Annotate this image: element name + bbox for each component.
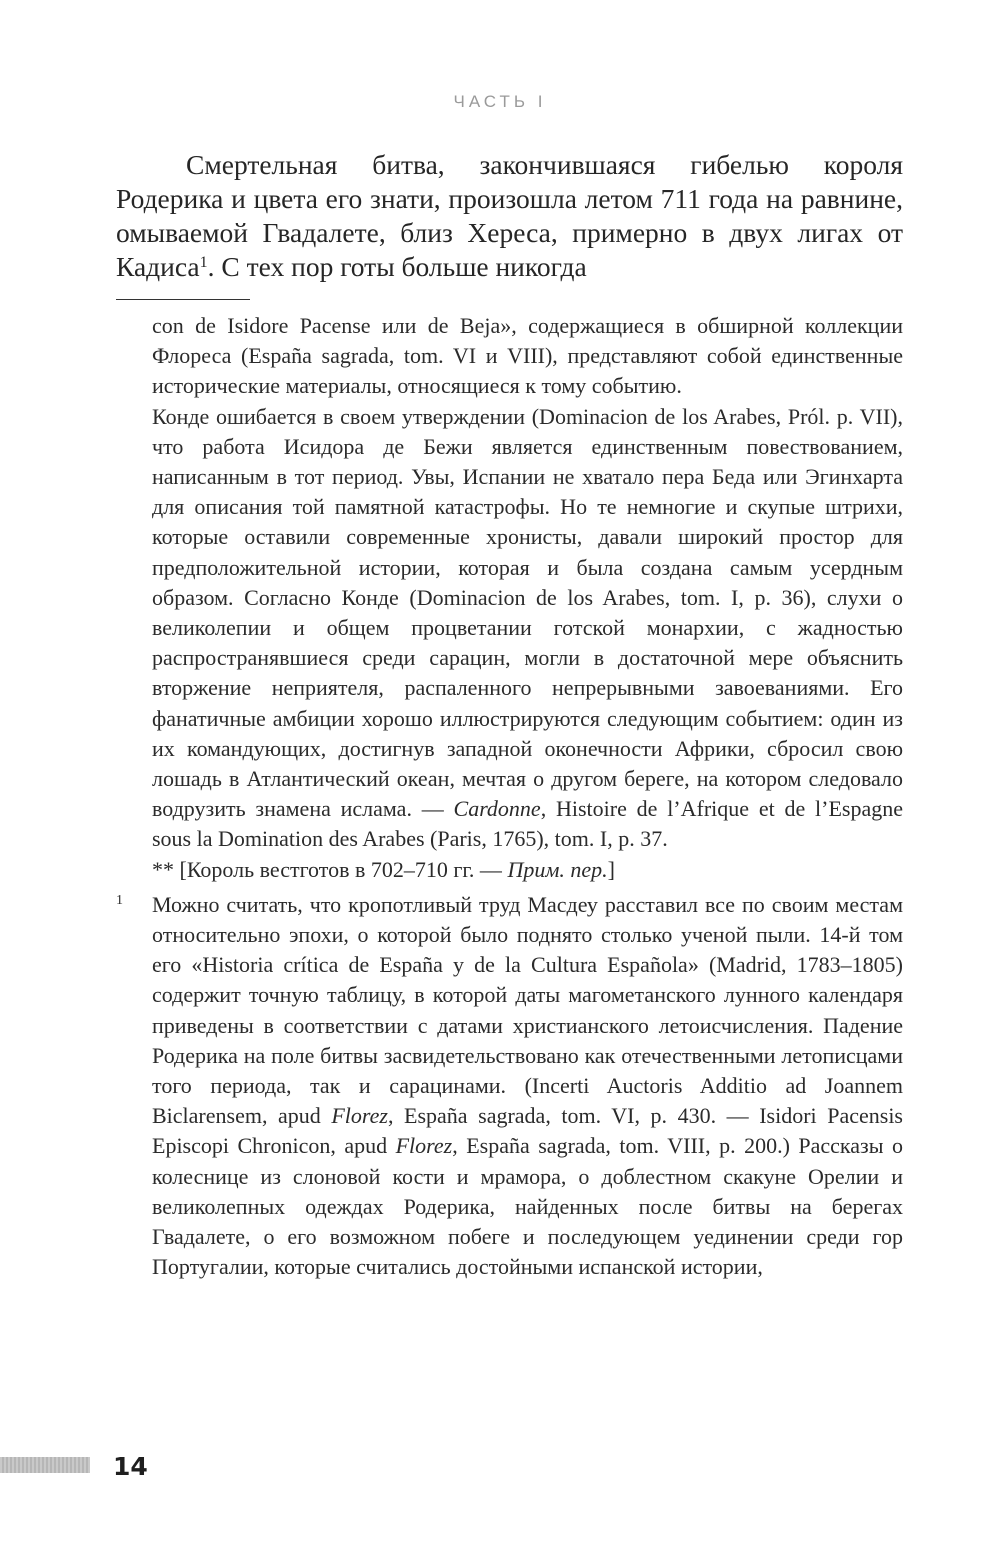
footnote-1 bbox=[116, 890, 903, 1283]
footnotes-block bbox=[116, 311, 903, 1283]
main-text-part2: . С тех пор готы больше никогда bbox=[207, 251, 587, 282]
footnote-reference-1[interactable]: 1 bbox=[199, 254, 208, 271]
florez-italic-1: Florez bbox=[331, 1103, 388, 1129]
footnote-1-marker: 1 bbox=[116, 892, 123, 908]
footnote-1-text-a: Можно считать, что кропотливый труд Масдеу расставил все по своим местам относительно эпохи, о которой было поднято столько ученой пыли. 14-й том его «Historia crítica de España y de la Cultura Española» (Madrid, 1783–1805) содержит точную таблицу, в которой даты магометанского лунного календаря приведены в соответствии с датами христианского летоисчисления. Падение Родерика на поле битвы засвидетельствовано как отечественными летописцами того периода, так и сарацинами. (Incerti Auctoris Additio ad Joannem Biclarensem, apud bbox=[152, 891, 903, 1129]
conde-text: Конде ошибается в своем утверждении (Dominacion de los Arabes, Pról. p. VII), что работа Исидора де Бежи является единственным повествованием, написанным в тот период. Увы, Испании не хватало пера Беда или Эгинхарта для описания той памятной катастрофы. Но те немногие и скупые штрихи, которые оставили современные хронисты, давали широкий простор для предположительной истории, которая и была создана самым усердным образом. Согласно Конде (Dominacion de los Arabes, tom. I, p. 36), слухи о великолепии и общем процветании готской монархии, с жадностью распространявшиеся среди сарацин, могли в достаточной мере объяснить вторжение неприятеля, распаленного непрерывными завоеваниями. Его фанатичные амбиции хорошо иллюстрируются следующим событием: один из их командующих, достигнув западной оконечности Африки, сбросил свою лошадь в Атлантический океан, мечтая о другом береге, на котором следовало водрузить знамена ислама. — bbox=[152, 403, 903, 822]
footnote-1-text-c: , España sagrada, tom. VIII, p. 200.) Рассказы о колеснице из слоновой кости и мрамора, о доблестном скакуне Орелии и великолепных одеждах Родерика, найденных после битвы на берегах Гвадалете, о его возможном побеге и последующем уединении среди гор Португалии, которые считались достойными испанской истории, bbox=[152, 1133, 903, 1280]
page-edge-tab bbox=[0, 1457, 90, 1473]
footnote-1-text-b: , España sagrada, tom. VI, p. 430. — Isidori Pacensis Episcopi Chronicon, apud bbox=[152, 1103, 903, 1159]
translator-note-text: ** [Король вестготов в 702–710 гг. — bbox=[152, 856, 508, 882]
footnote-conde-paragraph bbox=[116, 402, 903, 855]
translator-note-label: Прим. пер. bbox=[507, 856, 608, 882]
footnote-continuation-paragraph: con de Isidore Pacense или de Beja», содержащиеся в обширной коллекции Флореса (España sagrada, tom. VI и VIII), представляют собой единственные исторические материалы, относящиеся к тому событию. bbox=[152, 313, 903, 399]
footnote-separator bbox=[116, 299, 250, 300]
running-head: ЧАСТЬ I bbox=[453, 92, 547, 111]
main-paragraph bbox=[116, 148, 903, 284]
main-text-part1: Смертельная битва, закончившаяся гибелью короля Родерика и цвета его знати, произошла летом 711 года на равнине, омываемой Гвадалете, близ Хереса, примерно в двух лигах от Кадиса bbox=[116, 149, 903, 282]
author-cardonne: Cardonne bbox=[453, 796, 541, 822]
translator-note bbox=[116, 855, 903, 885]
cardonne-citation: , Histoire de l’Afrique et de l’Espagne sous la Domination des Arabes (Paris, 1765), tom. I, p. 37. bbox=[152, 796, 903, 852]
florez-italic-2: Florez bbox=[395, 1133, 453, 1159]
translator-note-close: ] bbox=[607, 856, 615, 882]
page-number: 14 bbox=[113, 1452, 148, 1481]
